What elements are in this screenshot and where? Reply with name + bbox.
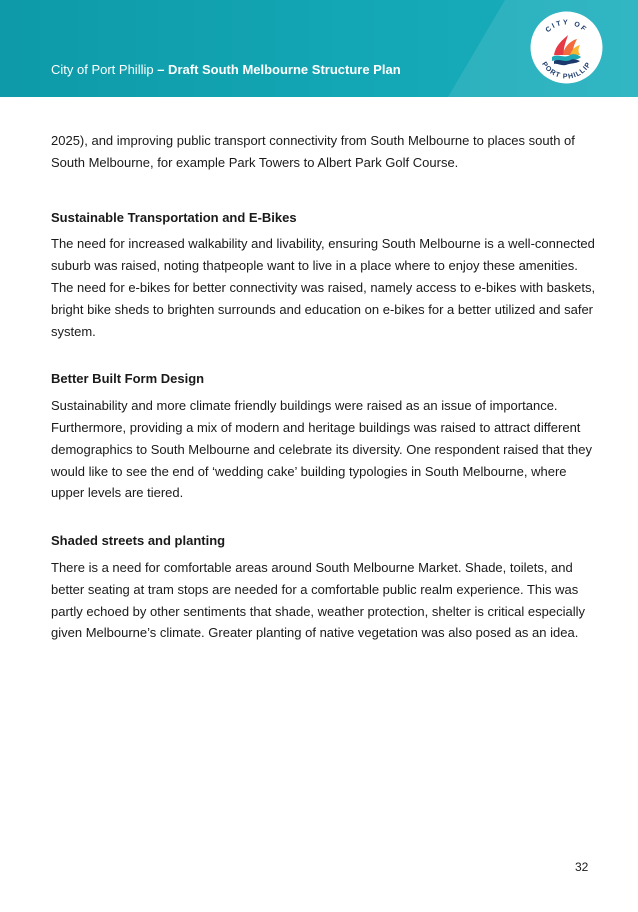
section-body: The need for increased walkability and livability, ensuring South Melbourne is a well-connected suburb was raised, noting thatpeople want to live in a place where to enjoy these amenities. The need for e-bikes for better connectivity was raised, namely access to e-bikes with baskets, bright bike sheds to brighten surrounds and education on e-bikes for a better utilized and safer system.	[51, 236, 596, 339]
svg-text:PORT PHILLIP: PORT PHILLIP	[540, 60, 593, 81]
intro-paragraph: 2025), and improving public transport connectivity from South Melbourne to places south of South Melbourne, for example Park Towers to Albert Park Golf Course.	[51, 133, 575, 170]
header-org: City of Port Phillip	[51, 62, 154, 77]
page-header	[0, 0, 638, 97]
header-doc-title: – Draft South Melbourne Structure Plan	[157, 62, 401, 77]
section-body: There is a need for comfortable areas around South Melbourne Market. Shade, toilets, and better seating at tram stops are needed for a comfortable public realm experience. This was partly echoed by other sentiments that shade, weather protection, shelter is critical especially given Melbourne’s climate. Greater planting of native vegetation was also posed as an idea.	[51, 559, 585, 641]
section-heading: Better Built Form Design	[51, 371, 205, 387]
section-body: Sustainability and more climate friendly buildings were raised as an issue of importance. Furthermore, providing a mix of modern and heritage buildings was raised to attract different demographics to South Melbourne and celebrate its diversity. One respondent raised that they would like to see the end of ‘wedding cake’ building typologies in South Melbourne, where upper levels are tiered.	[51, 398, 593, 501]
page-number: 32	[575, 860, 589, 874]
section-heading: Sustainable Transportation and E-Bikes	[51, 209, 297, 225]
svg-text:CITY OF: CITY OF	[544, 19, 589, 35]
header-title	[51, 62, 401, 77]
section-heading: Shaded streets and planting	[51, 533, 226, 549]
city-of-port-phillip-logo	[530, 11, 603, 84]
page-content	[51, 130, 596, 644]
